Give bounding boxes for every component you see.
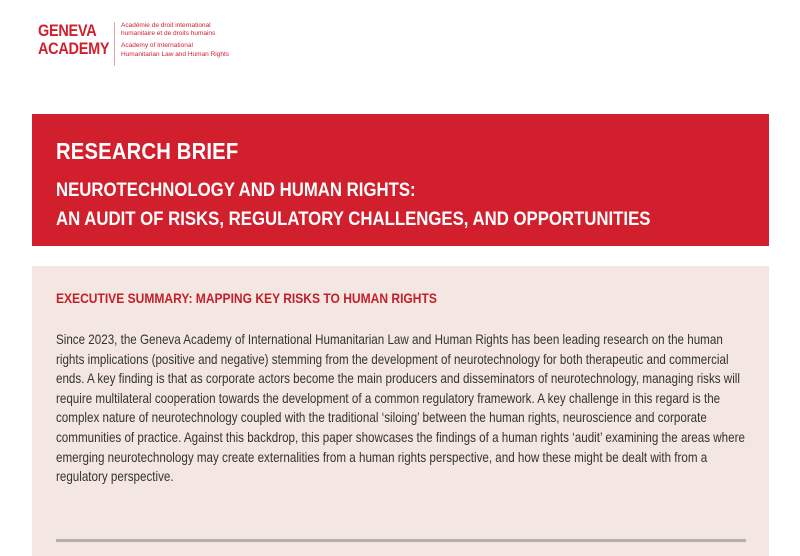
title-banner	[32, 114, 769, 246]
truncated-next-line	[56, 534, 746, 542]
logo-divider	[114, 22, 115, 66]
logo-en-line2: Humanitarian Law and Human Rights	[121, 50, 230, 58]
logo-fr-line1: Académie de droit international	[121, 22, 211, 29]
summary-paragraph: Since 2023, the Geneva Academy of International Humanitarian Law and Human Rights has been leading research on the human rights implications (positive and negative) stemming from the development of neurotechnology for both therapeutic and commercial ends. A key finding is that as corporate actors become the main producers and disseminators of neurotechnology, managing risks will require multilateral cooperation towards the development of a common regulatory framework. A key challenge in this regard is the complex nature of neurotechnology coupled with the traditional ‘siloing’ between the human rights, neuroscience and corporate communities of practice. Against this backdrop, this paper showcases the findings of a human rights ‘audit’ examining the areas where emerging neurotechnology may create externalities from a human rights perspective, and how these might be dealt with from a regulatory perspective.	[56, 332, 745, 485]
logo-en-line1: Academy of International	[121, 42, 193, 50]
logo-name-line1: GENEVA	[38, 21, 97, 40]
logo-name-line2: ACADEMY	[38, 39, 110, 58]
title-line2: AN AUDIT OF RISKS, REGULATORY CHALLENGES, AND OPPORTUNITIES	[56, 208, 651, 230]
summary-heading: EXECUTIVE SUMMARY: MAPPING KEY RISKS TO HUMAN RIGHTS	[56, 290, 437, 306]
executive-summary-box	[32, 266, 769, 556]
logo-subtitle	[121, 22, 229, 59]
document-type: RESEARCH BRIEF	[56, 138, 239, 164]
document-title	[56, 176, 650, 234]
geneva-academy-logo	[38, 22, 229, 66]
logo-wordmark	[38, 21, 110, 58]
logo-fr-line2: humanitaire et de droits humains	[121, 30, 216, 38]
title-line1: NEUROTECHNOLOGY AND HUMAN RIGHTS:	[56, 179, 416, 201]
